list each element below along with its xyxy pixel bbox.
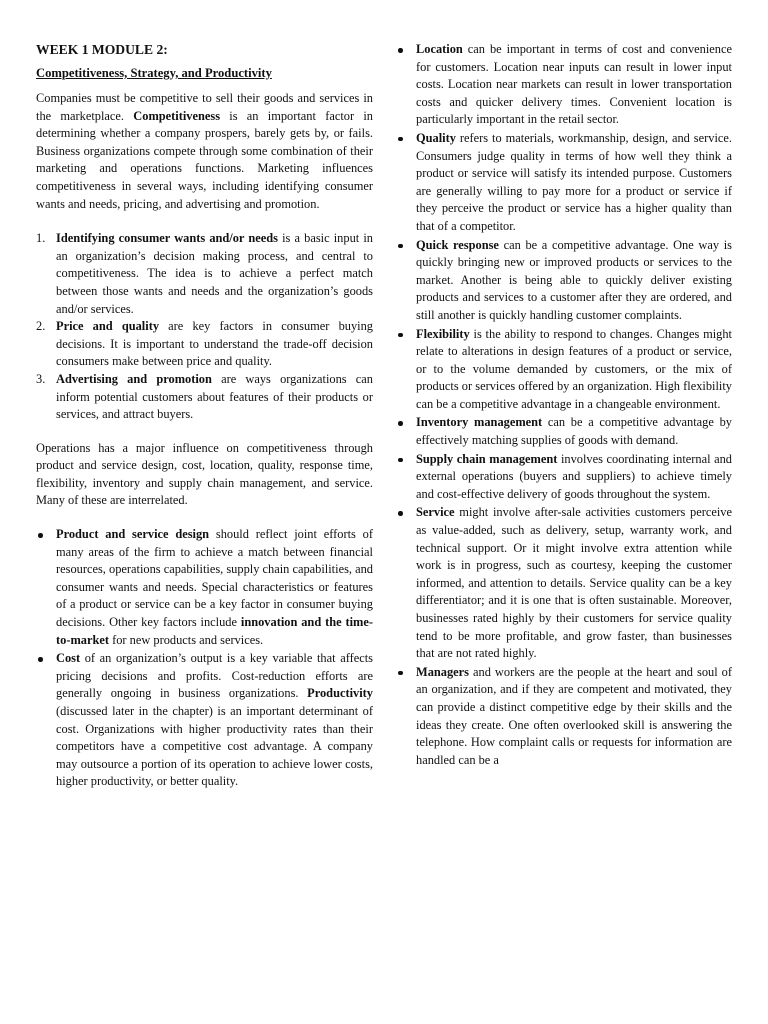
item-number: 1. bbox=[36, 231, 46, 246]
item-text: involves coordinating internal and external operations (buyers and suppliers) to achieve timely and cost-effective delivery of goods throughout the system. bbox=[416, 451, 732, 501]
item-term: Identifying consumer wants and/or needs bbox=[56, 231, 278, 246]
bullet-item-design bbox=[36, 526, 373, 649]
bullet-icon bbox=[398, 48, 403, 53]
item-text: should reflect joint efforts of many areas of the firm to achieve a match between financial resources, operations capabilities, supply chain capabilities, and consumer wants and needs. Special characteristics or features of a product or service can be a key factor in consumer buying decisions. Other key factors include bbox=[56, 527, 373, 630]
item-text: might involve after-sale activities customers perceive as value-added, such as delivery, setup, warranty work, and technical support. Or it might involve extra attention while work is in progress, such as courtesy, keeping the customer informed, and attention to details. Service quality can be a key differentiator; and it is one that is often sustainable. Moreover, businesses rated highly by their customers for service quality tend to be more profitable, and grow faster, than businesses that are not rated highly. bbox=[416, 505, 732, 661]
item-text: are ways organizations can inform potential customers about features of their products or services, and attract buyers. bbox=[56, 371, 373, 422]
bullet-item-location bbox=[396, 41, 732, 129]
item-term: Quick response bbox=[416, 237, 499, 252]
item-term: Price and quality bbox=[56, 319, 160, 334]
bullet-icon bbox=[38, 533, 43, 538]
bullet-item-service bbox=[396, 504, 732, 662]
item-term: Service bbox=[416, 505, 455, 520]
bullet-item-supply-chain bbox=[396, 451, 732, 504]
bullet-icon bbox=[38, 657, 43, 662]
item-text: are key factors in consumer buying decisions. It is important to understand the trade-off decision consumers make between price and quality. bbox=[56, 319, 373, 369]
bullet-icon bbox=[398, 137, 403, 142]
intro-text-1: Companies must be competitive to sell their goods and services in the marketplace. bbox=[36, 91, 373, 123]
bullet-icon bbox=[398, 333, 403, 338]
item-term: Location bbox=[416, 42, 463, 56]
bullet-icon bbox=[398, 244, 403, 249]
bullet-item-quality bbox=[396, 130, 732, 236]
numbered-item bbox=[36, 371, 373, 424]
left-column bbox=[36, 41, 373, 792]
item-text: is a basic input in an organization’s decision making process, and central to competitiveness. The idea is to achieve a perfect match between those wants and needs and the organization’s goods and/or services. bbox=[56, 231, 373, 316]
item-term: Inventory management bbox=[416, 415, 543, 430]
item-text-2: (discussed later in the chapter) is an important determinant of cost. Organizations with higher productivity rates than their competitors have a competitive cost advantage. A company may outsource a portion of its operation to achieve lower costs, higher productivity, or better quality. bbox=[56, 704, 373, 789]
intro-term: Competitiveness bbox=[133, 108, 221, 123]
right-bullet-list bbox=[396, 41, 732, 769]
left-bullet-list bbox=[36, 526, 373, 791]
item-term: Product and service design bbox=[56, 527, 210, 542]
item-text-2: for new products and services. bbox=[108, 632, 264, 647]
bullet-item-cost bbox=[36, 650, 373, 791]
item-term: Flexibility bbox=[416, 326, 470, 341]
numbered-list bbox=[36, 230, 373, 424]
bullet-icon bbox=[398, 511, 403, 516]
right-column bbox=[396, 41, 732, 770]
item-text: can be a competitive advantage. One way is quickly bringing new or improved products or services to the market. Another is being able to quickly deliver existing products and services to a customer after they are ordered, and still another is quickly handling customer complaints. bbox=[416, 237, 732, 322]
numbered-item bbox=[36, 230, 373, 318]
numbered-item bbox=[36, 318, 373, 371]
item-term: Managers bbox=[416, 664, 469, 679]
section-subtitle: Competitiveness, Strategy, and Productivity bbox=[36, 66, 272, 80]
bullet-icon bbox=[398, 671, 403, 676]
item-term: Advertising and promotion bbox=[56, 371, 212, 386]
item-text: can be important in terms of cost and convenience for customers. Location near inputs can result in lower input costs. Location near markets can result in lower transportation costs and quicker delivery times. Convenient location is particularly important in the retail sector. bbox=[416, 42, 732, 127]
operations-paragraph: Operations has a major influence on competitiveness through product and service design, cost, location, quality, response time, flexibility, inventory and supply chain management, and service. Many of these are interrelated. bbox=[36, 440, 373, 508]
bullet-icon bbox=[398, 458, 403, 463]
bullet-item-managers bbox=[396, 664, 732, 770]
page-title: WEEK 1 MODULE 2: bbox=[36, 42, 168, 57]
item-term-2: innovation and the time-to-market bbox=[56, 615, 373, 647]
item-number: 3. bbox=[36, 371, 46, 386]
item-term: Quality bbox=[416, 130, 456, 145]
item-term-2: Productivity bbox=[307, 686, 373, 701]
item-text: and workers are the people at the heart and soul of an organization, and if they are competent and motivated, they can provide a distinct competitive edge by their skills and the ideas they create. One often overlooked skill is answering the telephone. How complaint calls or requests for information are handled can be a bbox=[416, 664, 732, 767]
item-text: can be a competitive advantage by effectively matching supplies of goods with demand. bbox=[416, 415, 732, 448]
item-text: refers to materials, workmanship, design, and service. Consumers judge quality in terms of how well they think a product or service will satisfy its intended purpose. Customers are generally willing to pay more for a product or service if they perceive the product or service has a higher quality than that of a competitor. bbox=[416, 130, 732, 233]
item-text: of an organization’s output is a key variable that affects pricing decisions and profits. Cost-reduction efforts are generally ongoing in business organizations. bbox=[56, 651, 373, 701]
bullet-icon bbox=[398, 421, 403, 426]
intro-paragraph bbox=[36, 90, 373, 213]
bullet-item-flexibility bbox=[396, 326, 732, 414]
intro-text-2: is an important factor in determining whether a company prospers, barely gets by, or fails. Business organizations compete through some combination of their marketing and operations functions. Marketing influences competitiveness in several ways, including identifying consumer wants and needs, pricing, and advertising and promotion. bbox=[36, 108, 373, 211]
bullet-item-inventory bbox=[396, 414, 732, 449]
item-term: Supply chain management bbox=[416, 451, 558, 466]
item-text: is the ability to respond to changes. Changes might relate to alterations in design features of a product or service, or to the volume demanded by customers, or the mix of products or services offered by an organization. High flexibility can be a competitive advantage in a changeable environment. bbox=[416, 326, 732, 411]
bullet-item-quick-response bbox=[396, 237, 732, 325]
item-term: Cost bbox=[56, 651, 81, 666]
item-number: 2. bbox=[36, 319, 46, 334]
